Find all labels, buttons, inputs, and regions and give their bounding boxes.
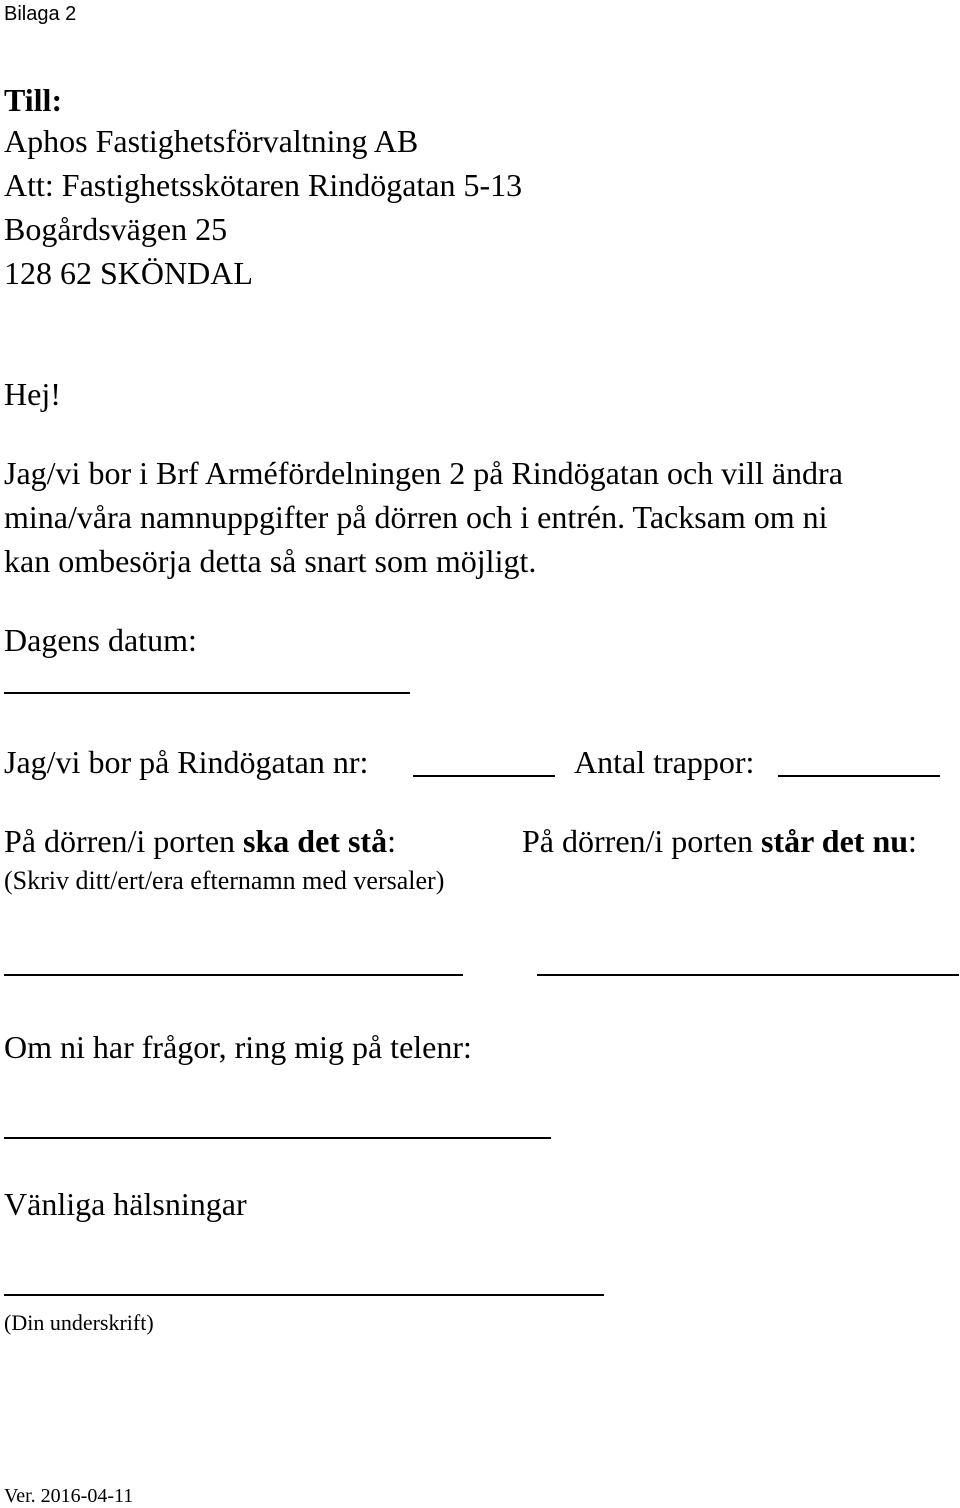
door-new-field-line[interactable] bbox=[4, 974, 463, 976]
recipient-attention: Att: Fastighetsskötaren Rindögatan 5-13 bbox=[4, 167, 523, 203]
version-footer: Ver. 2016-04-11 bbox=[4, 1485, 134, 1507]
body-line-1: Jag/vi bor i Brf Arméfördelningen 2 på Rindögatan och vill ändra bbox=[4, 455, 843, 491]
greeting: Hej! bbox=[4, 376, 61, 412]
closing-text: Vänliga hälsningar bbox=[4, 1186, 247, 1222]
body-line-3: kan ombesörja detta så snart som möjligt. bbox=[4, 543, 537, 579]
street-number-label: Jag/vi bor på Rindögatan nr: bbox=[4, 744, 369, 780]
phone-label: Om ni har frågor, ring mig på telenr: bbox=[4, 1029, 472, 1065]
phone-field-line[interactable] bbox=[4, 1137, 551, 1139]
recipient-heading: Till: bbox=[4, 82, 63, 118]
door-current-label: På dörren/i porten står det nu: bbox=[522, 823, 917, 859]
recipient-company: Aphos Fastighetsförvaltning AB bbox=[4, 123, 419, 159]
recipient-postal: 128 62 SKÖNDAL bbox=[4, 255, 253, 291]
stairs-field-line[interactable] bbox=[778, 775, 940, 777]
stairs-label: Antal trappor: bbox=[574, 744, 755, 780]
attachment-label: Bilaga 2 bbox=[4, 3, 77, 25]
signature-caption: (Din underskrift) bbox=[4, 1310, 154, 1335]
signature-field-line[interactable] bbox=[4, 1294, 604, 1296]
body-line-2: mina/våra namnuppgifter på dörren och i entrén. Tacksam om ni bbox=[4, 499, 828, 535]
door-current-field-line[interactable] bbox=[537, 974, 959, 976]
date-label: Dagens datum: bbox=[4, 622, 197, 658]
date-field-line[interactable] bbox=[4, 692, 410, 694]
door-new-hint: (Skriv ditt/ert/era efternamn med versaler) bbox=[4, 866, 445, 895]
street-number-field-line[interactable] bbox=[413, 775, 555, 777]
door-new-label: På dörren/i porten ska det stå: bbox=[4, 823, 396, 859]
recipient-street: Bogårdsvägen 25 bbox=[4, 211, 228, 247]
